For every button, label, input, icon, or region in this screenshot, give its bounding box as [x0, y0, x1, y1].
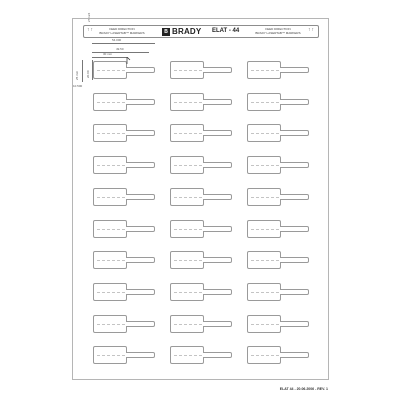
label-tag — [93, 156, 155, 174]
label-tag-tail — [126, 352, 155, 358]
label-tag-body — [170, 251, 204, 269]
document-footer: ELAT 44 - 20.06.2006 - REV. 1 — [279, 387, 328, 391]
label-tag — [170, 251, 232, 269]
sheet-header — [83, 25, 319, 38]
label-tag — [170, 346, 232, 364]
label-tag-body — [170, 220, 204, 238]
label-tag-body — [93, 315, 127, 333]
label-tag-tail — [280, 352, 309, 358]
label-tag-body — [247, 346, 281, 364]
label-tag-guide — [174, 70, 202, 71]
label-tag-guide — [174, 102, 202, 103]
label-tag-guide — [97, 133, 125, 134]
label-tag-guide — [174, 133, 202, 134]
label-tag — [170, 124, 232, 142]
label-tag-guide — [251, 133, 279, 134]
label-tag-body — [170, 283, 204, 301]
label-tag-tail — [203, 352, 232, 358]
label-tag — [93, 188, 155, 206]
label-tag-body — [93, 61, 127, 79]
dim-line-height — [92, 60, 93, 80]
label-tag-guide — [251, 324, 279, 325]
label-tag-tail — [280, 162, 309, 168]
label-tag — [93, 315, 155, 333]
label-tag — [247, 251, 309, 269]
label-tag-guide — [174, 197, 202, 198]
label-tag-tail — [280, 194, 309, 200]
label-tag-body — [247, 283, 281, 301]
label-tag-guide — [174, 165, 202, 166]
label-tag-guide — [174, 260, 202, 261]
label-sheet — [72, 18, 329, 380]
label-tag — [93, 283, 155, 301]
label-tag-tail — [126, 321, 155, 327]
label-tag-guide — [251, 260, 279, 261]
dim-height-mm: 20.00 — [86, 70, 90, 78]
label-tag-body — [247, 188, 281, 206]
label-tag-guide — [251, 355, 279, 356]
label-tag-tail — [280, 130, 309, 136]
label-tag-tail — [203, 226, 232, 232]
brady-logo-icon: B — [162, 28, 170, 36]
label-tag-tail — [203, 162, 232, 168]
label-tag-body — [93, 283, 127, 301]
label-tag — [170, 188, 232, 206]
label-tag-guide — [251, 70, 279, 71]
label-tag-body — [247, 93, 281, 111]
label-tag-body — [170, 346, 204, 364]
label-tag — [170, 93, 232, 111]
label-tag-guide — [174, 292, 202, 293]
label-tag-tail — [126, 257, 155, 263]
label-tag-body — [170, 93, 204, 111]
label-tag-guide — [97, 324, 125, 325]
label-tag-guide — [251, 229, 279, 230]
label-tag-tail — [203, 289, 232, 295]
label-tag — [247, 220, 309, 238]
label-tag-tail — [126, 289, 155, 295]
label-tag-guide — [174, 229, 202, 230]
dim-line-body — [92, 57, 127, 58]
label-tag-body — [93, 220, 127, 238]
label-tag-tail — [280, 99, 309, 105]
label-tag-tail — [126, 99, 155, 105]
label-tag — [170, 220, 232, 238]
label-tag-body — [93, 156, 127, 174]
cursor-marker-icon — [126, 57, 132, 65]
label-tag-guide — [97, 292, 125, 293]
label-tag-body — [93, 251, 127, 269]
feed-arrows-right: ↑↑ — [308, 27, 315, 33]
label-tag — [170, 156, 232, 174]
label-tag-body — [170, 124, 204, 142]
label-tag-body — [170, 156, 204, 174]
label-tag-guide — [97, 197, 125, 198]
feed-direction-right-line2: BRADY LASERTAB™ MARKERS — [255, 30, 301, 35]
label-tag-body — [93, 346, 127, 364]
label-tag — [170, 315, 232, 333]
label-tag-tail — [280, 289, 309, 295]
label-tag-tail — [280, 257, 309, 263]
label-tag-guide — [97, 355, 125, 356]
label-tag-guide — [251, 292, 279, 293]
label-tag-body — [247, 124, 281, 142]
label-tag-tail — [203, 194, 232, 200]
label-tag-tail — [203, 257, 232, 263]
dim-overall-width: 54.000 — [112, 38, 122, 42]
label-tag-tail — [280, 226, 309, 232]
label-tag — [93, 124, 155, 142]
dim-body-width: 30 mm — [103, 52, 113, 56]
label-tag-body — [247, 156, 281, 174]
label-tag-body — [247, 315, 281, 333]
dim-line-inner — [92, 52, 149, 53]
label-tag — [247, 93, 309, 111]
label-tag-body — [247, 251, 281, 269]
dim-side-offset: 10.500 — [73, 84, 83, 88]
feed-arrows-left: ↑↑ — [87, 27, 94, 33]
label-tag-tail — [126, 194, 155, 200]
label-tag-body — [170, 315, 204, 333]
feed-direction-left-line1: FEED DIRECTION — [109, 27, 135, 31]
dim-top-offset: 27.124 — [87, 12, 91, 22]
label-tag — [247, 346, 309, 364]
brand-name: BRADY — [172, 27, 202, 36]
label-tag-guide — [251, 102, 279, 103]
product-code: ELAT - 44 — [212, 28, 240, 34]
label-tag-body — [93, 188, 127, 206]
dim-line-label-height — [82, 60, 83, 82]
label-tag-body — [170, 61, 204, 79]
feed-direction-right-line1: FEED DIRECTION — [265, 27, 291, 31]
label-tag — [170, 283, 232, 301]
label-tag-body — [93, 93, 127, 111]
label-tag — [93, 346, 155, 364]
label-tag — [170, 61, 232, 79]
label-tag-body — [247, 61, 281, 79]
label-tag-tail — [280, 67, 309, 73]
label-tag-guide — [97, 260, 125, 261]
label-tag-body — [247, 220, 281, 238]
label-tag-guide — [97, 102, 125, 103]
label-tag-tail — [126, 226, 155, 232]
label-tag-guide — [97, 229, 125, 230]
label-tag — [247, 61, 309, 79]
label-tag — [247, 124, 309, 142]
label-tag — [247, 188, 309, 206]
label-tag-body — [93, 124, 127, 142]
label-tag-guide — [97, 70, 125, 71]
label-tag — [247, 315, 309, 333]
label-tag — [93, 61, 155, 79]
label-tag — [247, 283, 309, 301]
label-tag — [247, 156, 309, 174]
label-tag-guide — [251, 165, 279, 166]
label-tag-tail — [203, 67, 232, 73]
feed-direction-left — [98, 28, 146, 35]
label-tag-tail — [203, 130, 232, 136]
feed-direction-right — [254, 28, 302, 35]
label-tag-tail — [203, 321, 232, 327]
label-tag-tail — [126, 67, 155, 73]
dim-line-overall — [92, 43, 155, 44]
label-tag-tail — [280, 321, 309, 327]
label-tag-tail — [126, 162, 155, 168]
feed-direction-left-line2: BRADY LASERTAB™ MARKERS — [99, 30, 145, 35]
label-tag-guide — [97, 165, 125, 166]
label-tag — [93, 93, 155, 111]
label-tag — [93, 220, 155, 238]
label-tag-guide — [174, 355, 202, 356]
dim-label-height: 25 mm — [75, 70, 79, 80]
dim-inner-width: 49.50 — [116, 47, 124, 51]
label-tag-guide — [251, 197, 279, 198]
label-tag-tail — [126, 130, 155, 136]
label-tag — [93, 251, 155, 269]
label-tag-body — [170, 188, 204, 206]
label-tag-guide — [174, 324, 202, 325]
label-tag-tail — [203, 99, 232, 105]
